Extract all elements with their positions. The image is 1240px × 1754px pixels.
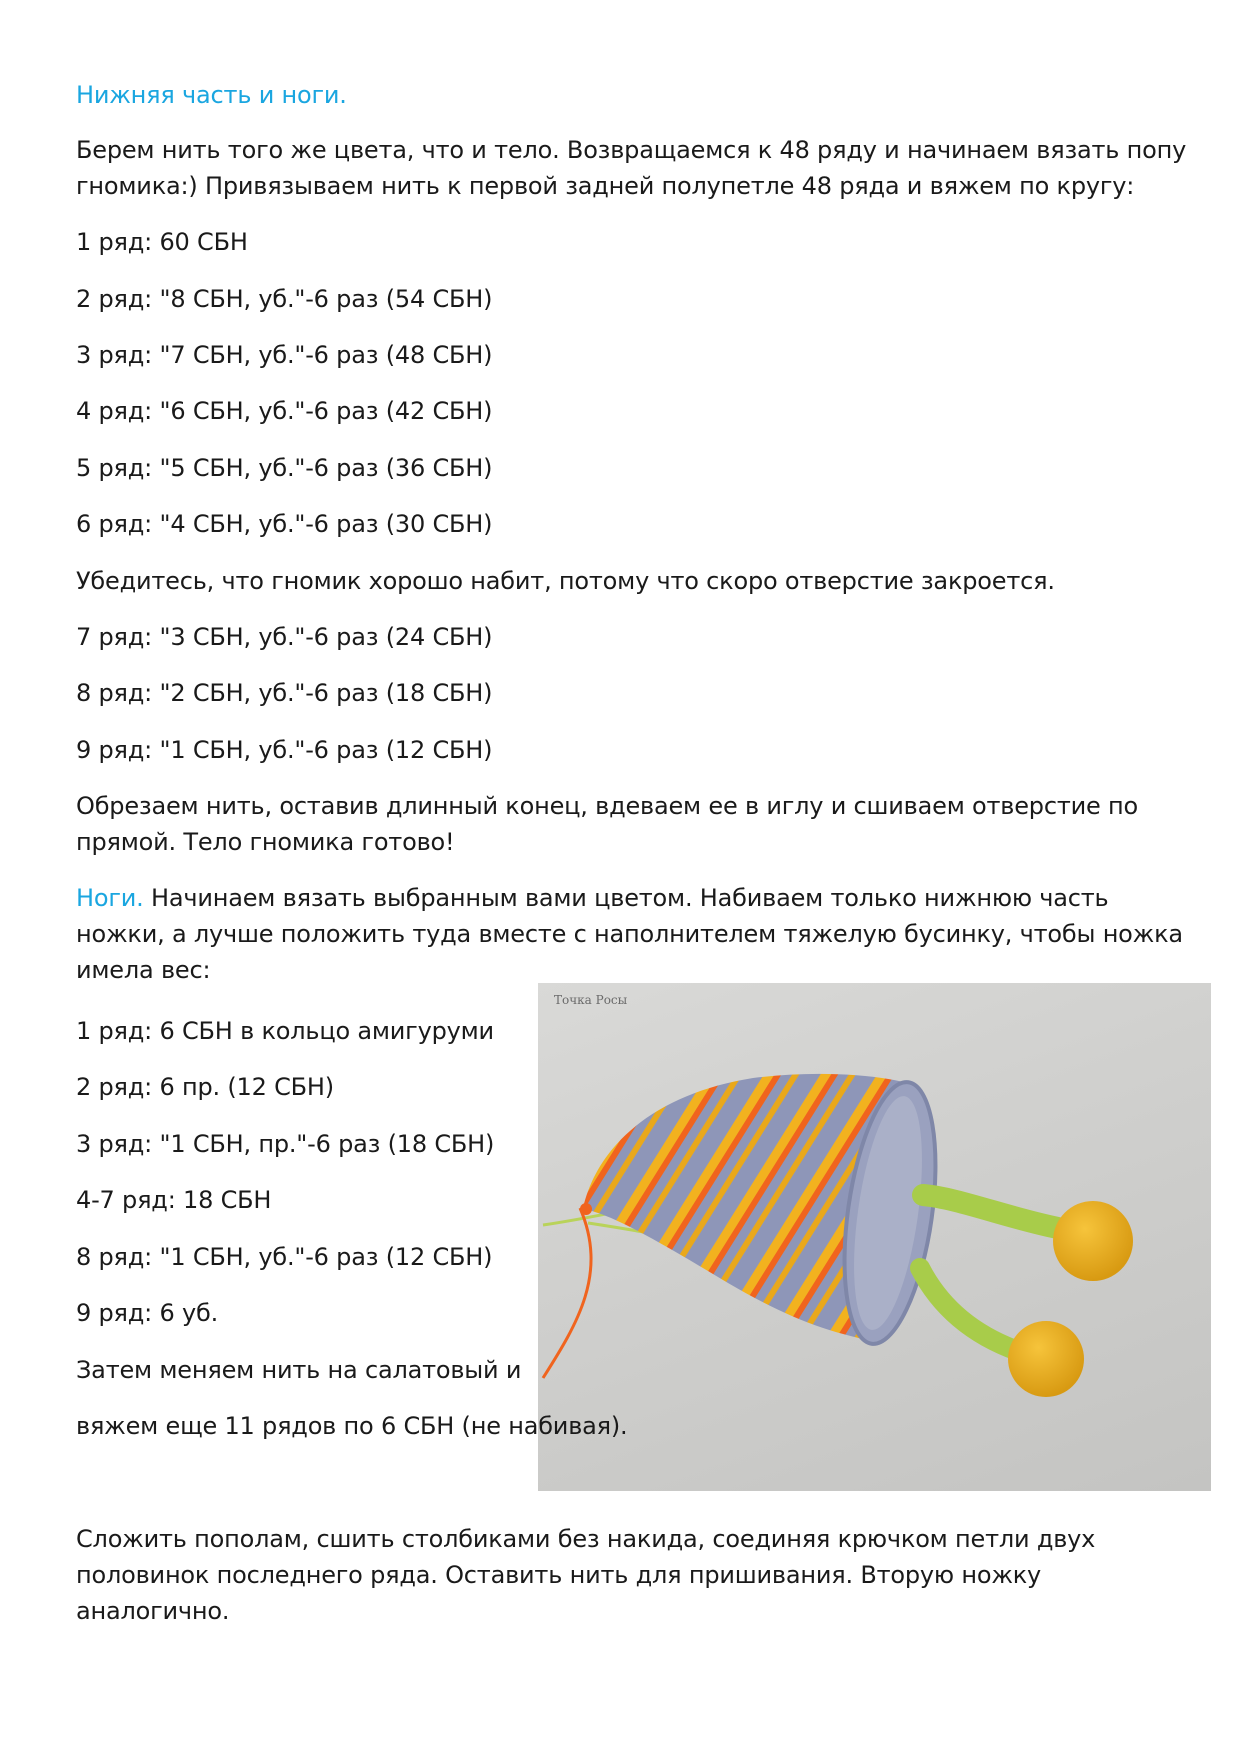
row-item: 9 ряд: 6 уб.: [76, 1299, 219, 1327]
row-item: 5 ряд: "5 СБН, уб."-6 раз (36 СБН): [76, 454, 493, 482]
legs-line-1: [76, 881, 1109, 915]
row-item: 2 ряд: 6 пр. (12 СБН): [76, 1073, 334, 1101]
row-item: 8 ряд: "2 СБН, уб."-6 раз (18 СБН): [76, 679, 493, 707]
row-item: 2 ряд: "8 СБН, уб."-6 раз (54 СБН): [76, 285, 493, 313]
change-line-2: вяжем еще 11 рядов по 6 СБН (не набивая).: [76, 1412, 628, 1440]
gnome-photo: [538, 983, 1211, 1491]
finish-line-2: прямой. Тело гномика готово!: [76, 828, 455, 856]
gnome-illustration: [538, 983, 1211, 1491]
legs-intro-text: Начинаем вязать выбранным вами цветом. Набиваем только нижнюю часть: [143, 884, 1109, 912]
stuffing-note: Убедитесь, что гномик хорошо набит, потому что скоро отверстие закроется.: [76, 567, 1055, 595]
section-heading: Нижняя часть и ноги.: [76, 81, 347, 109]
final-line-2: половинок последнего ряда. Оставить нить для пришивания. Вторую ножку: [76, 1561, 1042, 1589]
final-line-1: Сложить пополам, сшить столбиками без накида, соединяя крючком петли двух: [76, 1525, 1096, 1553]
legs-line-2: ножки, а лучше положить туда вместе с наполнителем тяжелую бусинку, чтобы ножка: [76, 920, 1183, 948]
change-line-1: Затем меняем нить на салатовый и: [76, 1356, 522, 1384]
intro-line-1: Берем нить того же цвета, что и тело. Возвращаемся к 48 ряду и начинаем вязать попу: [76, 136, 1187, 164]
row-item: 1 ряд: 60 СБН: [76, 228, 248, 256]
row-item: 3 ряд: "1 СБН, пр."-6 раз (18 СБН): [76, 1130, 495, 1158]
final-line-3: аналогично.: [76, 1597, 230, 1625]
row-item: 7 ряд: "3 СБН, уб."-6 раз (24 СБН): [76, 623, 493, 651]
row-item: 4-7 ряд: 18 СБН: [76, 1186, 272, 1214]
legs-line-3: имела вес:: [76, 956, 211, 984]
legs-label: Ноги.: [76, 884, 144, 912]
row-item: 6 ряд: "4 СБН, уб."-6 раз (30 СБН): [76, 510, 493, 538]
row-item: 4 ряд: "6 СБН, уб."-6 раз (42 СБН): [76, 397, 493, 425]
finish-line-1: Обрезаем нить, оставив длинный конец, вдеваем ее в иглу и сшиваем отверстие по: [76, 792, 1138, 820]
row-item: 8 ряд: "1 СБН, уб."-6 раз (12 СБН): [76, 1243, 493, 1271]
row-item: 1 ряд: 6 СБН в кольцо амигуруми: [76, 1017, 494, 1045]
row-item: 3 ряд: "7 СБН, уб."-6 раз (48 СБН): [76, 341, 493, 369]
intro-line-2: гномика:) Привязываем нить к первой задней полупетле 48 ряда и вяжем по кругу:: [76, 172, 1135, 200]
row-item: 9 ряд: "1 СБН, уб."-6 раз (12 СБН): [76, 736, 493, 764]
photo-watermark: Точка Росы: [554, 993, 628, 1007]
